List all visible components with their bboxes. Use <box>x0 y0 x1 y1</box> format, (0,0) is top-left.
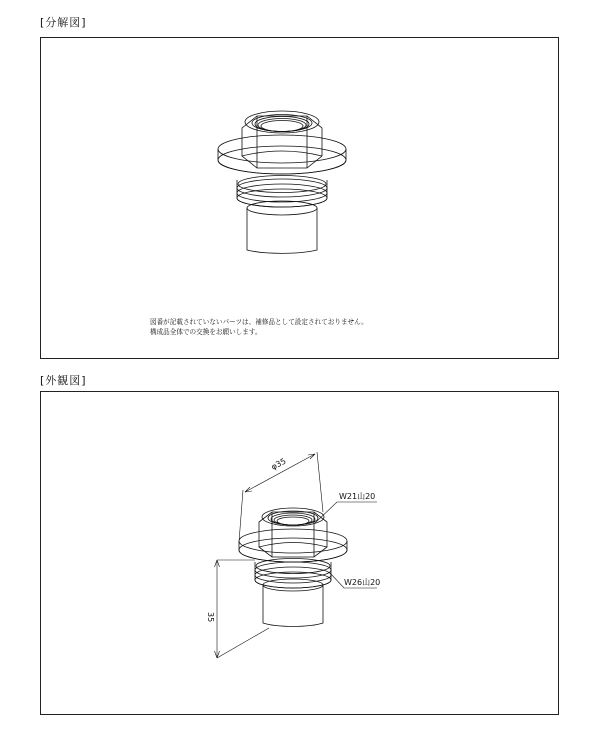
exterior-view-frame <box>40 391 559 715</box>
note-line-2: 構成品全体での交換をお願いします。 <box>150 328 262 336</box>
dimension-height-label: 35 <box>206 612 215 623</box>
exterior-view-title: [外観図] <box>40 374 87 387</box>
note-line-1: 図番が記載されていないパーツは、補修品として設定されておりません。 <box>150 318 368 326</box>
exterior-fitting-drawing <box>41 392 558 714</box>
thread-upper-label: W21山20 <box>339 492 376 501</box>
thread-lower-label: W26山20 <box>344 578 381 587</box>
exploded-view-frame <box>40 37 559 359</box>
dimension-width-label: φ35 <box>269 456 288 472</box>
exploded-view-title: [分解図] <box>40 16 87 29</box>
exploded-fitting-drawing <box>41 38 558 358</box>
